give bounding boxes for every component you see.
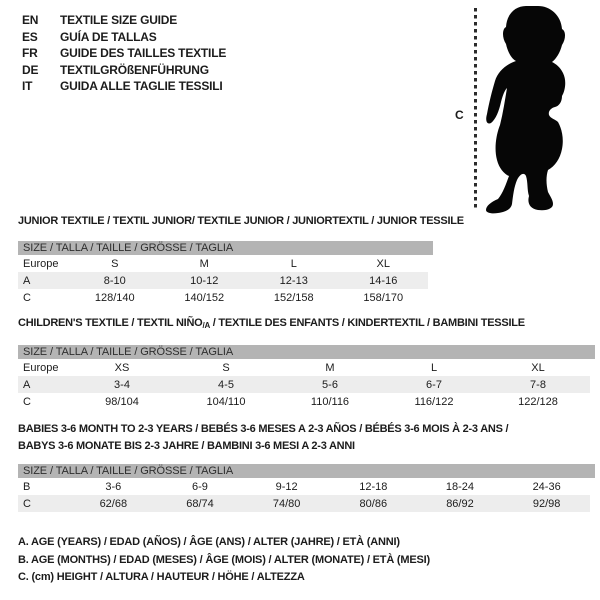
table-cell: Europe — [23, 361, 59, 374]
junior-size-table-grid — [18, 255, 428, 306]
title-part: / TEXTILE DES ENFANTS / KINDERTEXTIL / BAMBINI TESSILE — [209, 317, 525, 329]
language-code: EN — [22, 13, 39, 28]
table-cell: S — [222, 361, 230, 374]
list-item — [22, 62, 226, 79]
table-cell: 104/110 — [206, 395, 246, 408]
language-title-list — [22, 12, 226, 95]
table-cell: 12-13 — [279, 274, 308, 287]
table-cell: 98/104 — [105, 395, 139, 408]
table-cell: 18-24 — [445, 480, 475, 493]
table-cell: 14-16 — [369, 274, 398, 287]
table-cell: 24-36 — [532, 480, 561, 493]
table-cell: 116/122 — [414, 395, 454, 408]
table-cell: 6-9 — [192, 480, 208, 493]
table-cell: 158/170 — [363, 291, 404, 304]
table-cell: A — [23, 378, 31, 391]
table-row — [18, 289, 428, 306]
babies-title-line1: BABIES 3-6 MONTH TO 2-3 YEARS / BEBÉS 3-6 MESES A 2-3 AÑOS / BÉBÉS 3-6 MOIS À 2-3 ANS / — [18, 423, 509, 435]
table-cell: 10-12 — [190, 274, 219, 287]
table-cell: 3-4 — [114, 378, 130, 391]
size-header-bar: SIZE / TALLA / TAILLE / GRÖSSE / TAGLIA — [18, 345, 595, 359]
table-row — [18, 495, 590, 512]
size-header-bar: SIZE / TALLA / TAILLE / GRÖSSE / TAGLIA — [18, 464, 595, 478]
babies-table-title — [18, 422, 508, 456]
height-measure-label: C — [455, 108, 464, 122]
table-cell: C — [23, 291, 31, 304]
table-cell: M — [325, 361, 335, 374]
table-cell: S — [111, 257, 119, 270]
table-cell: M — [199, 257, 209, 270]
table-cell: C — [23, 497, 31, 510]
guide-title: TEXTILGRÖßENFÜHRUNG — [60, 62, 209, 77]
footnote-height-cm: C. (cm) HEIGHT / ALTURA / HAUTEUR / HÖHE / ALTEZZA — [18, 571, 305, 583]
table-cell: 8-10 — [103, 274, 126, 287]
table-cell: XS — [114, 361, 130, 374]
table-row — [18, 393, 590, 410]
babies-size-table-grid — [18, 478, 590, 512]
list-item — [22, 12, 226, 29]
size-header-bar: SIZE / TALLA / TAILLE / GRÖSSE / TAGLIA — [18, 241, 433, 255]
junior-size-table — [18, 241, 433, 306]
table-row — [18, 359, 590, 376]
list-item — [22, 45, 226, 62]
babies-size-table — [18, 464, 595, 512]
table-cell: 128/140 — [94, 291, 135, 304]
children-size-table-grid — [18, 359, 590, 410]
table-row — [18, 478, 590, 495]
language-code: DE — [22, 62, 39, 77]
guide-title: GUIDA ALLE TAGLIE TESSILI — [60, 79, 223, 94]
table-cell: 4-5 — [218, 378, 234, 391]
list-item — [22, 78, 226, 95]
language-code: ES — [22, 29, 38, 44]
title-subscript: /A — [202, 321, 210, 330]
table-row — [18, 272, 428, 289]
table-cell: 3-6 — [105, 480, 122, 493]
guide-title: GUIDE DES TAILLES TEXTILE — [60, 46, 227, 61]
table-cell: 92/98 — [532, 497, 561, 510]
language-code: IT — [22, 79, 33, 94]
table-cell: C — [23, 395, 31, 408]
junior-table-title: JUNIOR TEXTILE / TEXTIL JUNIOR/ TEXTILE JUNIOR / JUNIORTEXTIL / JUNIOR TESSILE — [18, 215, 464, 227]
table-cell: 152/158 — [273, 291, 314, 304]
footnote-age-months: B. AGE (MONTHS) / EDAD (MESES) / ÂGE (MOIS) / ALTER (MONATE) / ETÀ (MESI) — [18, 553, 430, 566]
list-item — [22, 29, 226, 46]
table-cell: 122/128 — [518, 395, 558, 408]
table-cell: B — [23, 480, 31, 493]
table-cell: XL — [376, 257, 390, 270]
table-cell: 68/74 — [186, 497, 214, 510]
table-cell: 80/86 — [359, 497, 388, 510]
legend-footnotes — [18, 534, 430, 587]
table-cell: Europe — [23, 257, 59, 270]
table-cell: XL — [531, 361, 545, 374]
children-size-table — [18, 345, 595, 410]
table-cell: 6-7 — [426, 378, 442, 391]
table-cell: L — [430, 361, 438, 374]
footnote-age-years: A. AGE (YEARS) / EDAD (AÑOS) / ÂGE (ANS) / ALTER (JAHRE) / ETÀ (ANNI) — [18, 536, 400, 548]
table-cell: 74/80 — [272, 497, 301, 510]
table-cell: 5-6 — [322, 378, 338, 391]
guide-title: GUÍA DE TALLAS — [60, 29, 157, 44]
table-row — [18, 255, 428, 272]
title-part: CHILDREN'S TEXTILE / TEXTIL NIÑO — [18, 317, 203, 329]
table-cell: 62/68 — [99, 497, 128, 510]
table-cell: 9-12 — [275, 480, 298, 493]
table-cell: 12-18 — [359, 480, 388, 493]
table-cell: L — [290, 257, 297, 270]
table-cell: 7-8 — [530, 378, 546, 391]
table-row — [18, 376, 590, 393]
table-cell: 140/152 — [184, 291, 225, 304]
table-cell: 86/92 — [446, 497, 474, 510]
toddler-silhouette-image — [482, 3, 594, 215]
table-cell: A — [23, 274, 31, 287]
height-measure-dashed-line — [474, 8, 477, 210]
language-code: FR — [22, 46, 38, 61]
guide-title: TEXTILE SIZE GUIDE — [60, 13, 178, 28]
babies-title-line2: BABYS 3-6 MONATE BIS 2-3 JAHRE / BAMBINI 3-6 MESI A 2-3 ANNI — [18, 440, 355, 452]
children-table-title — [18, 317, 525, 330]
table-cell: 110/116 — [310, 395, 350, 408]
